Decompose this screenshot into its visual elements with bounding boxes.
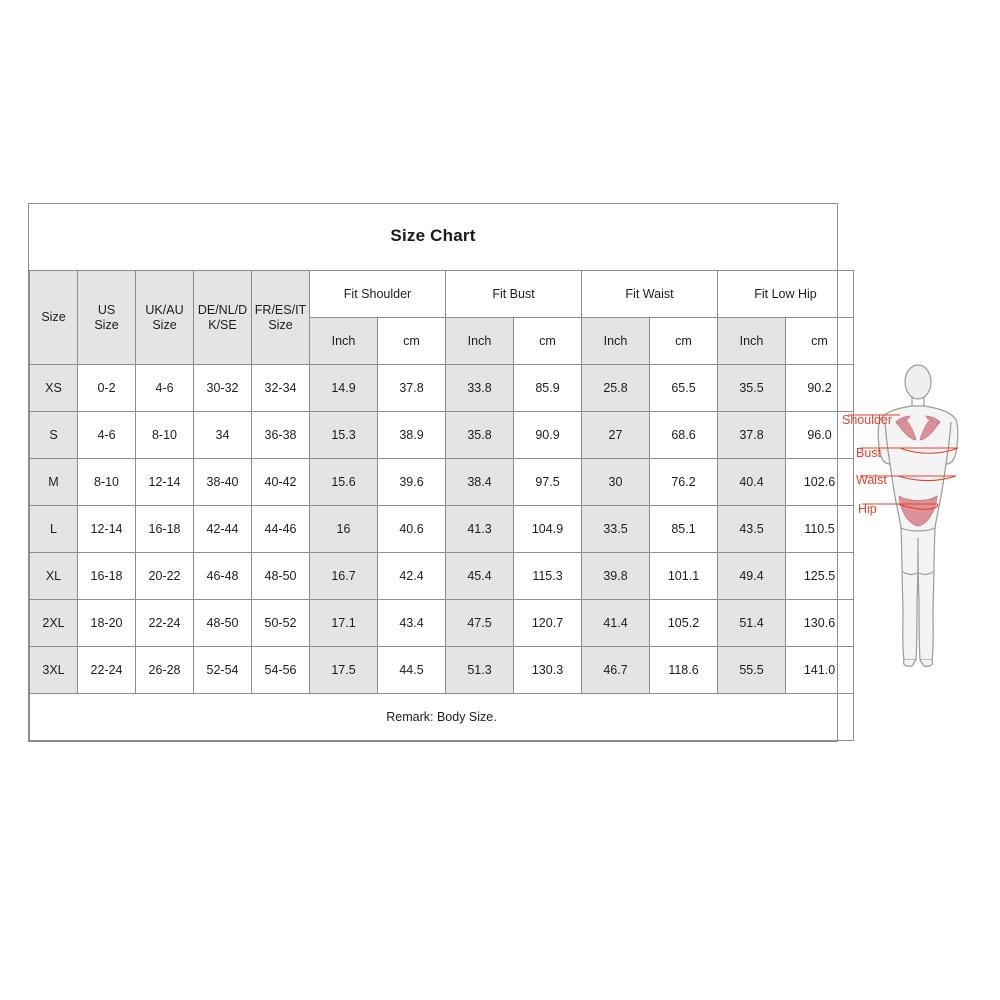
table-cell: 42.4: [378, 553, 446, 600]
table-cell: 40.4: [718, 459, 786, 506]
table-cell: 85.1: [650, 506, 718, 553]
table-cell: 34: [194, 412, 252, 459]
table-cell: 25.8: [582, 365, 650, 412]
table-cell: 16: [310, 506, 378, 553]
table-cell: 41.4: [582, 600, 650, 647]
table-cell: 12-14: [136, 459, 194, 506]
table-cell: 65.5: [650, 365, 718, 412]
table-cell: M: [30, 459, 78, 506]
table-cell: 51.3: [446, 647, 514, 694]
table-cell: 48-50: [252, 553, 310, 600]
annotation-waist: Waist: [856, 473, 887, 487]
table-cell: 16-18: [78, 553, 136, 600]
table-cell: 16-18: [136, 506, 194, 553]
table-cell: 17.5: [310, 647, 378, 694]
table-cell: 52-54: [194, 647, 252, 694]
table-cell: 14.9: [310, 365, 378, 412]
table-row: [30, 459, 854, 506]
table-cell: 27: [582, 412, 650, 459]
table-cell: 101.1: [650, 553, 718, 600]
table-row: [30, 506, 854, 553]
col-header-fit-shoulder: Fit Shoulder: [310, 271, 446, 318]
unit-header-waist-inch: Inch: [582, 318, 650, 365]
table-cell: 130.3: [514, 647, 582, 694]
col-header-fit-waist: Fit Waist: [582, 271, 718, 318]
table-row: [30, 412, 854, 459]
col-header-de-nl-dk-se: DE/NL/D K/SE: [194, 271, 252, 365]
table-cell: 55.5: [718, 647, 786, 694]
table-cell: 22-24: [78, 647, 136, 694]
col-header-uk-au-size: UK/AU Size: [136, 271, 194, 365]
table-cell: 26-28: [136, 647, 194, 694]
unit-header-hip-cm: cm: [786, 318, 854, 365]
table-cell: 90.9: [514, 412, 582, 459]
unit-header-shoulder-inch: Inch: [310, 318, 378, 365]
table-cell: 3XL: [30, 647, 78, 694]
table-cell: 115.3: [514, 553, 582, 600]
table-cell: 12-14: [78, 506, 136, 553]
table-cell: 32-34: [252, 365, 310, 412]
table-cell: 15.6: [310, 459, 378, 506]
annotation-hip: Hip: [858, 502, 877, 516]
unit-header-shoulder-cm: cm: [378, 318, 446, 365]
unit-header-bust-cm: cm: [514, 318, 582, 365]
table-cell: 96.0: [786, 412, 854, 459]
table-cell: 2XL: [30, 600, 78, 647]
table-cell: 8-10: [78, 459, 136, 506]
size-chart-panel: [28, 203, 838, 742]
table-cell: 118.6: [650, 647, 718, 694]
table-cell: 4-6: [136, 365, 194, 412]
table-cell: 46-48: [194, 553, 252, 600]
table-cell: 43.4: [378, 600, 446, 647]
col-header-fit-bust: Fit Bust: [446, 271, 582, 318]
table-cell: 15.3: [310, 412, 378, 459]
table-cell: 38.9: [378, 412, 446, 459]
table-row: [30, 600, 854, 647]
table-cell: 38-40: [194, 459, 252, 506]
table-row: [30, 365, 854, 412]
table-cell: 37.8: [378, 365, 446, 412]
table-cell: 40.6: [378, 506, 446, 553]
table-cell: 97.5: [514, 459, 582, 506]
table-cell: L: [30, 506, 78, 553]
table-cell: 17.1: [310, 600, 378, 647]
table-remark-row: [30, 694, 854, 741]
table-cell: 45.4: [446, 553, 514, 600]
table-row: [30, 553, 854, 600]
table-cell: 48-50: [194, 600, 252, 647]
col-header-fr-es-it-size: FR/ES/IT Size: [252, 271, 310, 365]
table-header-row-groups: [30, 271, 854, 318]
table-cell: 102.6: [786, 459, 854, 506]
table-cell: 8-10: [136, 412, 194, 459]
table-cell: 68.6: [650, 412, 718, 459]
table-cell: 33.8: [446, 365, 514, 412]
table-cell: 141.0: [786, 647, 854, 694]
unit-header-bust-inch: Inch: [446, 318, 514, 365]
table-cell: 22-24: [136, 600, 194, 647]
table-cell: 36-38: [252, 412, 310, 459]
table-cell: 43.5: [718, 506, 786, 553]
table-cell: 54-56: [252, 647, 310, 694]
table-cell: 120.7: [514, 600, 582, 647]
table-cell: 18-20: [78, 600, 136, 647]
table-cell: 41.3: [446, 506, 514, 553]
table-cell: 42-44: [194, 506, 252, 553]
table-cell: 35.8: [446, 412, 514, 459]
table-cell: 104.9: [514, 506, 582, 553]
col-header-us-size: US Size: [78, 271, 136, 365]
remark-text: Remark: Body Size.: [30, 694, 854, 741]
table-cell: S: [30, 412, 78, 459]
table-cell: 38.4: [446, 459, 514, 506]
table-cell: 50-52: [252, 600, 310, 647]
table-cell: 105.2: [650, 600, 718, 647]
size-chart-table: [29, 270, 854, 741]
table-cell: 20-22: [136, 553, 194, 600]
table-cell: 110.5: [786, 506, 854, 553]
table-cell: 30-32: [194, 365, 252, 412]
table-cell: 37.8: [718, 412, 786, 459]
table-cell: 130.6: [786, 600, 854, 647]
table-cell: 47.5: [446, 600, 514, 647]
table-cell: 39.6: [378, 459, 446, 506]
table-cell: XS: [30, 365, 78, 412]
table-cell: 49.4: [718, 553, 786, 600]
table-cell: 33.5: [582, 506, 650, 553]
table-cell: 51.4: [718, 600, 786, 647]
col-header-size: Size: [30, 271, 78, 365]
table-cell: 125.5: [786, 553, 854, 600]
table-cell: 44-46: [252, 506, 310, 553]
table-cell: 39.8: [582, 553, 650, 600]
table-cell: 85.9: [514, 365, 582, 412]
unit-header-waist-cm: cm: [650, 318, 718, 365]
table-cell: 76.2: [650, 459, 718, 506]
table-row: [30, 647, 854, 694]
table-cell: 90.2: [786, 365, 854, 412]
table-cell: 35.5: [718, 365, 786, 412]
annotation-shoulder: Shoulder: [842, 413, 893, 427]
table-cell: 0-2: [78, 365, 136, 412]
table-cell: 16.7: [310, 553, 378, 600]
unit-header-hip-inch: Inch: [718, 318, 786, 365]
table-cell: XL: [30, 553, 78, 600]
table-cell: 44.5: [378, 647, 446, 694]
table-cell: 40-42: [252, 459, 310, 506]
table-cell: 4-6: [78, 412, 136, 459]
col-header-fit-low-hip: Fit Low Hip: [718, 271, 854, 318]
table-cell: 46.7: [582, 647, 650, 694]
page-title: Size Chart: [390, 226, 476, 245]
annotation-bust: Bust: [856, 446, 882, 460]
table-cell: 30: [582, 459, 650, 506]
